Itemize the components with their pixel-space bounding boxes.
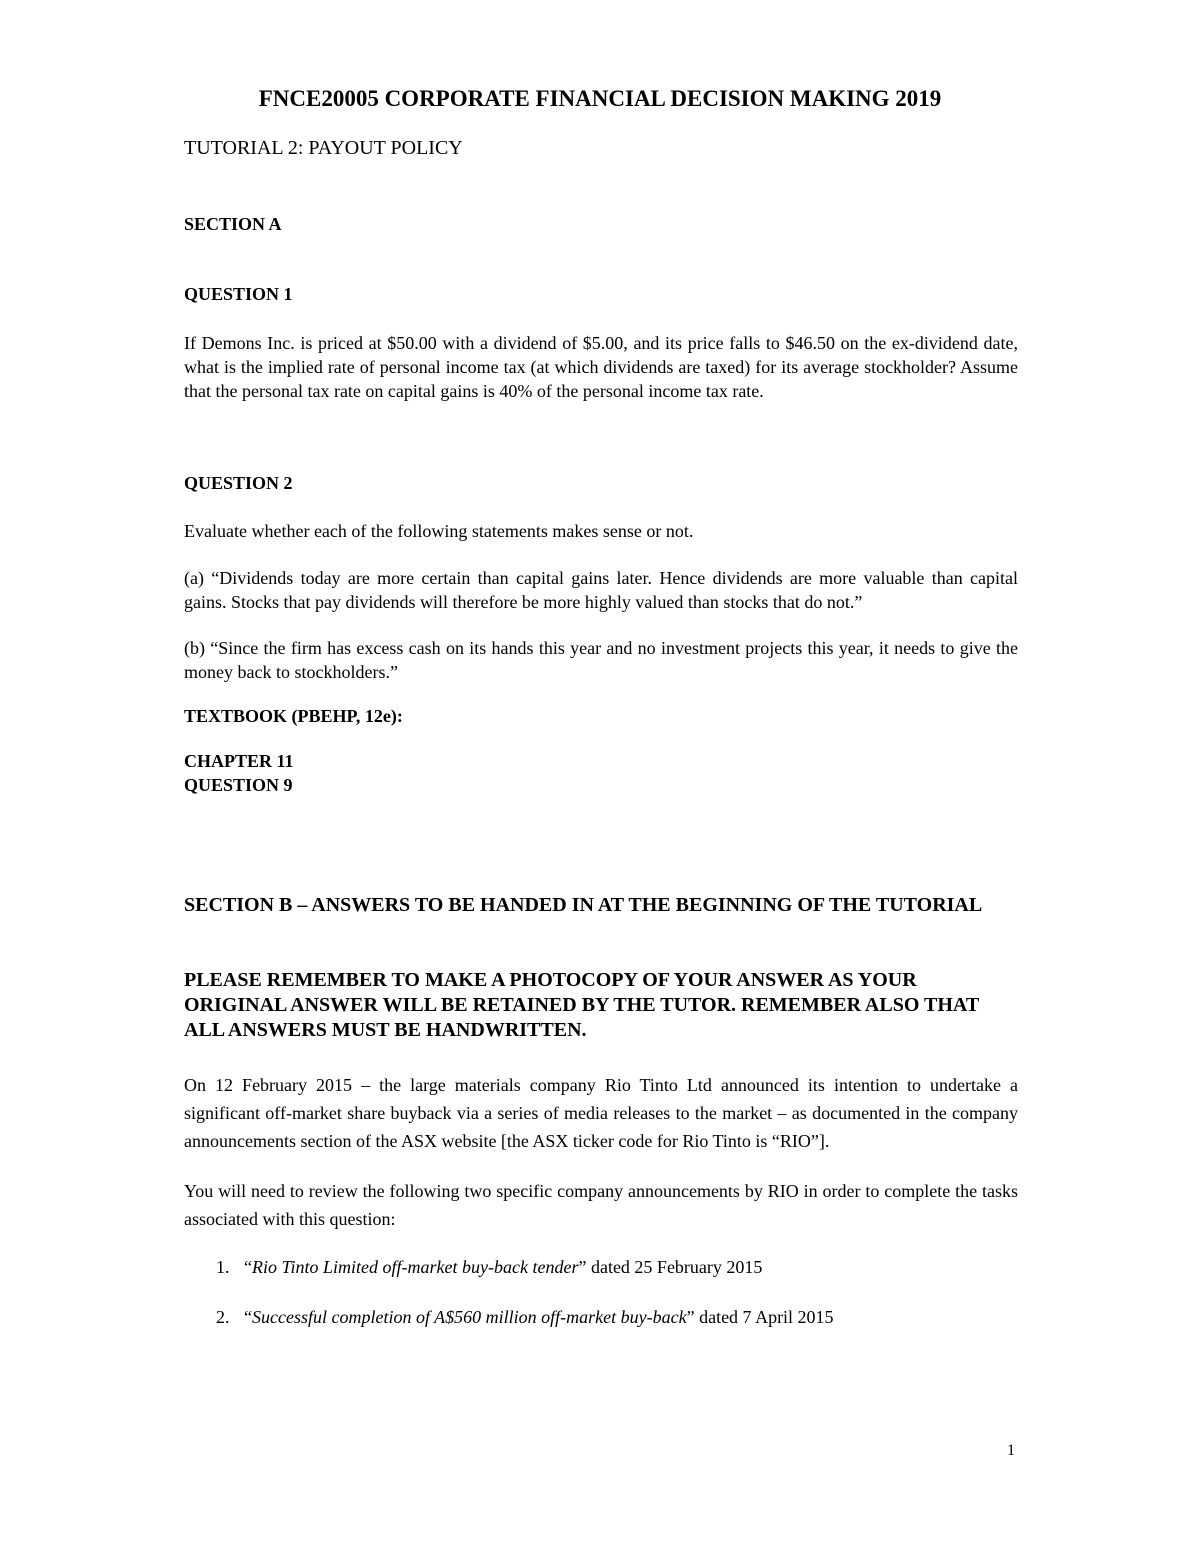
tutorial-heading: TUTORIAL 2: PAYOUT POLICY xyxy=(184,137,463,159)
question-2-part-a: (a) “Dividends today are more certain than capital gains later. Hence dividends are more valuable than capital gains. Stocks that pay dividends will therefore be more highly valued than stocks that do not.” xyxy=(184,568,1018,612)
section-b-heading: SECTION B – ANSWERS TO BE HANDED IN AT THE BEGINNING OF THE TUTORIAL xyxy=(184,894,983,916)
open-quote: “ xyxy=(244,1257,252,1277)
question-1-text: If Demons Inc. is priced at $50.00 with a dividend of $5.00, and its price falls to $46.50 on the ex-dividend date, what is the implied rate of personal income tax (at which dividends are taxed) for its average stockholder? Assume that the personal tax rate on capital gains is 40% of the personal income tax rate. xyxy=(184,333,1018,401)
question-2-heading: QUESTION 2 xyxy=(184,473,293,493)
list-item xyxy=(216,1307,834,1328)
question-1-heading: QUESTION 1 xyxy=(184,284,293,304)
close-quote: ” xyxy=(578,1257,587,1277)
section-b-paragraph-2: You will need to review the following two specific company announcements by RIO in order to complete the tasks associated with this question: xyxy=(184,1181,1018,1229)
list-number: 2. xyxy=(216,1307,230,1327)
section-b-notice: PLEASE REMEMBER TO MAKE A PHOTOCOPY OF YOUR ANSWER AS YOUR ORIGINAL ANSWER WILL BE RETAINED BY THE TUTOR. REMEMBER ALSO THAT ALL ANSWERS MUST BE HANDWRITTEN. xyxy=(184,969,979,1041)
question-2-part-b: (b) “Since the firm has excess cash on its hands this year and no investment projects this year, it needs to give the money back to stockholders.” xyxy=(184,638,1018,682)
section-b-paragraph-1: On 12 February 2015 – the large materials company Rio Tinto Ltd announced its intention to undertake a significant off-market share buyback via a series of media releases to the market – as documented in the company announcements section of the ASX website [the ASX ticker code for Rio Tinto is “RIO”]. xyxy=(184,1075,1018,1151)
open-quote: “ xyxy=(244,1307,252,1327)
list-item xyxy=(216,1257,762,1278)
announcement-title: Rio Tinto Limited off-market buy-back tender xyxy=(252,1257,579,1277)
list-number: 1. xyxy=(216,1257,230,1277)
question-2-intro: Evaluate whether each of the following statements makes sense or not. xyxy=(184,521,694,541)
section-a-heading: SECTION A xyxy=(184,214,282,234)
textbook-question: QUESTION 9 xyxy=(184,775,293,795)
textbook-chapter: CHAPTER 11 xyxy=(184,751,294,771)
page-number: 1 xyxy=(1007,1442,1015,1459)
announcement-date: dated 25 February 2015 xyxy=(586,1257,763,1277)
close-quote: ” xyxy=(686,1307,695,1327)
announcement-title: Successful completion of A$560 million off-market buy-back xyxy=(252,1307,687,1327)
textbook-heading: TEXTBOOK (PBEHP, 12e): xyxy=(184,706,403,726)
announcement-date: dated 7 April 2015 xyxy=(694,1307,834,1327)
document-title: FNCE20005 CORPORATE FINANCIAL DECISION MAKING 2019 xyxy=(258,86,942,111)
